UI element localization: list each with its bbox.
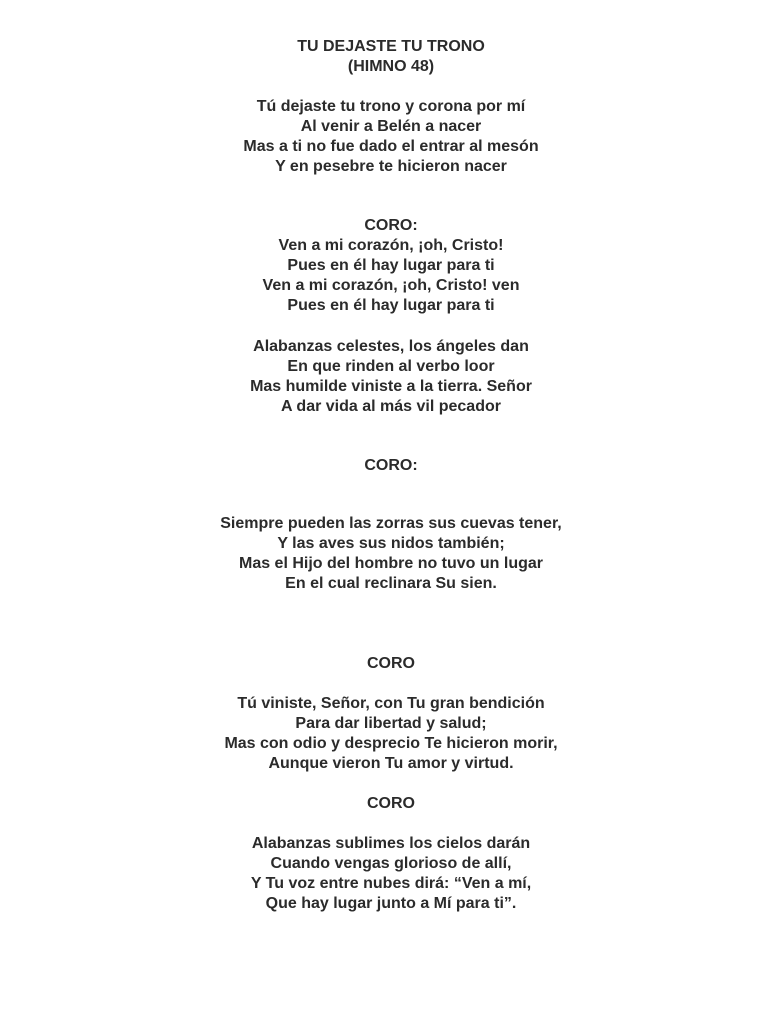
chorus-line-1: Ven a mi corazón, ¡oh, Cristo! <box>278 237 504 254</box>
verse-3-line-2: Y las aves sus nidos también; <box>277 535 505 552</box>
verse-4-line-3: Mas con odio y desprecio Te hicieron morir, <box>224 735 558 752</box>
verse-3-line-4: En el cual reclinara Su sien. <box>285 575 497 592</box>
verse-2-line-1: Alabanzas celestes, los ángeles dan <box>253 338 529 355</box>
verse-3-line-1: Siempre pueden las zorras sus cuevas tener, <box>220 515 562 532</box>
verse-5-line-2: Cuando vengas glorioso de allí, <box>270 855 512 872</box>
verse-2-line-3: Mas humilde viniste a la tierra. Señor <box>250 378 532 395</box>
verse-5-line-4: Que hay lugar junto a Mí para ti”. <box>265 895 517 912</box>
chorus-marker-3: CORO <box>367 795 415 812</box>
verse-4-line-2: Para dar libertad y salud; <box>295 715 487 732</box>
verse-4-line-4: Aunque vieron Tu amor y virtud. <box>268 755 514 772</box>
chorus-line-2: Pues en él hay lugar para ti <box>287 257 495 274</box>
verse-2-line-4: A dar vida al más vil pecador <box>281 398 501 415</box>
verse-3-line-3: Mas el Hijo del hombre no tuvo un lugar <box>238 555 544 572</box>
hymn-title: TU DEJASTE TU TRONO <box>297 38 485 55</box>
chorus-marker-1: CORO: <box>364 457 418 474</box>
verse-1-line-2: Al venir a Belén a nacer <box>300 118 482 135</box>
verse-4-line-1: Tú viniste, Señor, con Tu gran bendición <box>237 695 545 712</box>
chorus-line-4: Pues en él hay lugar para ti <box>287 297 495 314</box>
verse-5-line-1: Alabanzas sublimes los cielos darán <box>251 835 531 852</box>
verse-1-line-4: Y en pesebre te hicieron nacer <box>275 158 507 175</box>
chorus-label: CORO: <box>364 217 418 234</box>
chorus-marker-2: CORO <box>367 655 415 672</box>
verse-5-line-3: Y Tu voz entre nubes dirá: “Ven a mí, <box>250 875 532 892</box>
hymn-number: (HIMNO 48) <box>347 58 435 75</box>
chorus-line-3: Ven a mi corazón, ¡oh, Cristo! ven <box>262 277 520 294</box>
verse-2-line-2: En que rinden al verbo loor <box>287 358 495 375</box>
verse-1-line-1: Tú dejaste tu trono y corona por mí <box>256 98 526 115</box>
verse-1-line-3: Mas a ti no fue dado el entrar al mesón <box>243 138 539 155</box>
